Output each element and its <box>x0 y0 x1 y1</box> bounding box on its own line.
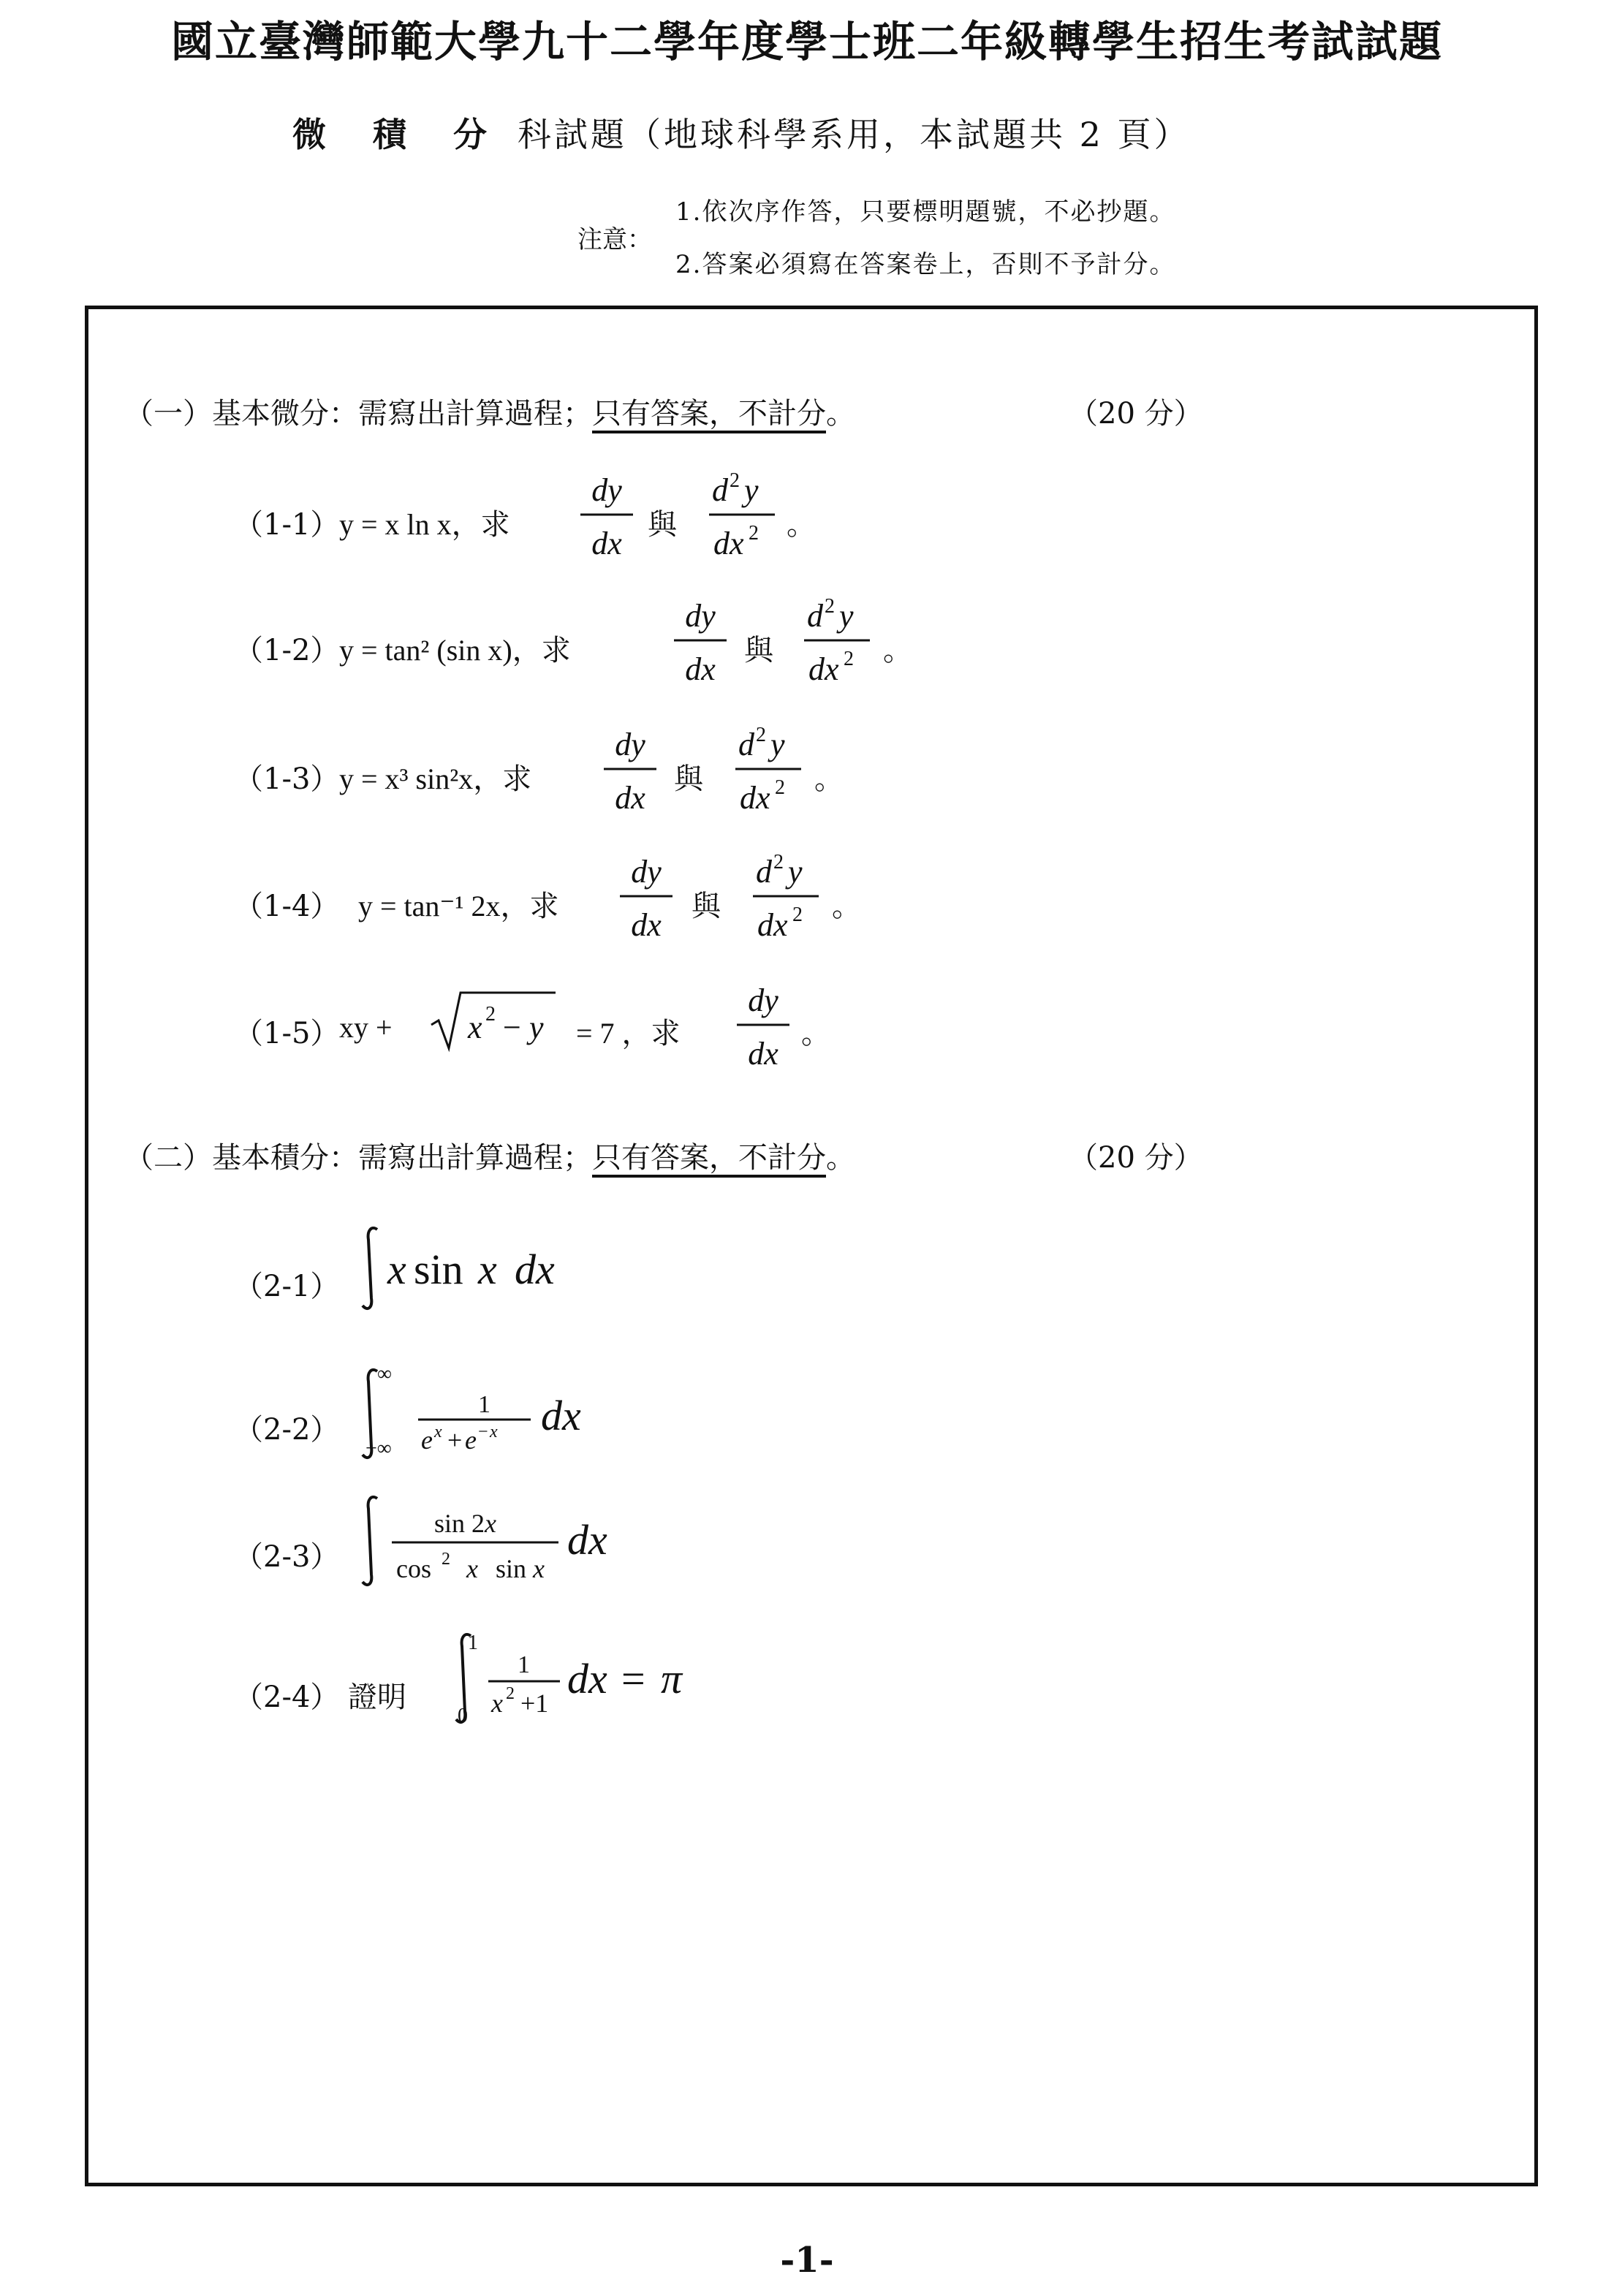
frac-d2y-dx2 <box>702 468 789 570</box>
problem-1-5-label: （1-5） <box>234 1017 340 1050</box>
svg-text:1: 1 <box>478 1391 490 1418</box>
frac-dy-dx <box>727 978 800 1080</box>
problem-1-2-expr: y = tan² (sin x)，求 <box>339 634 571 667</box>
svg-text:2: 2 <box>844 648 854 670</box>
svg-text:x: x <box>466 1554 478 1583</box>
svg-text:x: x <box>387 1246 406 1293</box>
problem-1-1-and: 與 <box>648 508 677 542</box>
problem-1-2-and: 與 <box>744 634 773 667</box>
problem-1-3-label: （1-3） <box>234 762 340 796</box>
svg-text:dx: dx <box>740 780 770 816</box>
subtitle-rest: 科試題（地球科學系用，本試題共 2 頁） <box>518 115 1191 154</box>
problem-1-3-expr: y = x³ sin²x，求 <box>339 762 532 795</box>
svg-text:dx: dx <box>541 1392 581 1439</box>
svg-text:2: 2 <box>773 851 784 874</box>
section1-points: （20 分） <box>1069 397 1203 431</box>
svg-text:2: 2 <box>730 469 740 492</box>
svg-text:+: + <box>447 1425 463 1455</box>
svg-text:∞: ∞ <box>377 1363 392 1385</box>
svg-text:dx: dx <box>808 651 839 687</box>
svg-text:dy: dy <box>685 598 716 634</box>
integral-1-over-x2-plus-1-equals-pi <box>449 1626 719 1735</box>
notice-line-2: 2.答案必須寫在答案卷上，否則不予計分。 <box>675 250 1176 279</box>
svg-text:e: e <box>465 1425 477 1455</box>
svg-text:y: y <box>770 727 785 762</box>
problem-2-4-label: （2-4） <box>234 1681 340 1714</box>
svg-text:y: y <box>529 1009 544 1045</box>
problem-1-4-expr: y = tan⁻¹ 2x，求 <box>358 890 559 922</box>
svg-text:dy: dy <box>591 472 622 508</box>
svg-text:1: 1 <box>468 1632 478 1654</box>
frac-d2y-dx2 <box>746 849 833 952</box>
page-number: -1- <box>780 2240 834 2281</box>
exam-subtitle <box>292 108 1191 156</box>
svg-text:d: d <box>756 854 772 890</box>
section2-heading: （二）基本積分：需寫出計算過程；只有答案，不計分。 <box>124 1141 855 1175</box>
svg-text:0: 0 <box>458 1705 468 1727</box>
problem-1-4-and: 與 <box>692 890 721 923</box>
problem-1-5-end: 。 <box>801 1017 830 1050</box>
sqrt-x2-minus-y <box>427 987 558 1060</box>
section1-heading: （一）基本微分：需寫出計算過程；只有答案，不計分。 <box>124 397 855 431</box>
svg-text:x: x <box>468 1009 482 1045</box>
svg-text:dy: dy <box>748 982 778 1018</box>
svg-text:2: 2 <box>756 724 766 746</box>
svg-text:dx: dx <box>757 907 788 943</box>
svg-text:+1: +1 <box>520 1689 549 1718</box>
integral-1-over-ex-plus-emx <box>355 1361 611 1471</box>
svg-text:2: 2 <box>792 903 803 926</box>
svg-text:d: d <box>738 727 754 762</box>
svg-text:π: π <box>661 1655 683 1702</box>
exam-title: 國立臺灣師範大學九十二學年度學士班二年級轉學生招生考試試題 <box>170 17 1443 67</box>
svg-text:−: − <box>503 1009 521 1045</box>
svg-text:y: y <box>744 472 759 508</box>
svg-text:dx: dx <box>713 526 744 561</box>
subject-name: 微 積 分 <box>292 115 505 154</box>
svg-text:−∞: −∞ <box>365 1437 392 1460</box>
svg-text:x: x <box>434 1422 442 1441</box>
problem-1-1-expr: y = x ln x，求 <box>339 508 510 541</box>
problem-1-3-and: 與 <box>674 762 703 796</box>
svg-text:dx: dx <box>591 526 622 561</box>
svg-text:sin 2x: sin 2x <box>434 1509 496 1538</box>
problem-2-1-label: （2-1） <box>234 1270 340 1303</box>
svg-text:2: 2 <box>775 776 785 799</box>
notice-label: 注意： <box>577 225 652 254</box>
svg-text:y: y <box>839 598 854 634</box>
svg-text:d: d <box>712 472 728 508</box>
svg-text:sin x: sin x <box>496 1554 545 1583</box>
svg-text:dx: dx <box>748 1036 778 1072</box>
problem-1-5-expr: xy + <box>339 1011 393 1044</box>
svg-text:x: x <box>491 1689 503 1718</box>
integral-sin2x-over-cos2x-sinx <box>355 1488 633 1598</box>
problem-1-2-end: 。 <box>883 634 912 667</box>
frac-dy-dx <box>570 468 643 570</box>
exam-frame <box>85 306 1538 2186</box>
svg-text:x: x <box>490 1422 498 1441</box>
svg-text:dx: dx <box>685 651 716 687</box>
svg-text:1: 1 <box>518 1651 530 1678</box>
integral-x-sin-x <box>355 1218 589 1320</box>
frac-dy-dx <box>610 849 683 952</box>
svg-text:2: 2 <box>485 1003 496 1026</box>
svg-text:dx: dx <box>515 1246 555 1293</box>
svg-text:=: = <box>621 1655 645 1702</box>
svg-text:dx: dx <box>631 907 662 943</box>
svg-text:2: 2 <box>749 522 759 545</box>
problem-1-3-end: 。 <box>814 762 844 796</box>
problem-2-4-prefix: 證明 <box>348 1681 406 1714</box>
svg-text:2: 2 <box>442 1550 450 1569</box>
problem-2-3-label: （2-3） <box>234 1540 340 1574</box>
svg-text:cos: cos <box>396 1554 431 1583</box>
svg-text:dy: dy <box>631 854 662 890</box>
svg-text:2: 2 <box>825 595 835 618</box>
svg-text:d: d <box>807 598 823 634</box>
svg-text:dx: dx <box>567 1516 607 1564</box>
section2-points: （20 分） <box>1069 1141 1203 1175</box>
frac-dy-dx <box>664 594 737 696</box>
problem-1-4-end: 。 <box>832 890 861 923</box>
problem-1-5-expr-after: = 7 ，求 <box>576 1017 681 1050</box>
svg-text:dy: dy <box>615 727 645 762</box>
svg-text:e: e <box>421 1425 433 1455</box>
svg-text:y: y <box>788 854 803 890</box>
problem-2-2-label: （2-2） <box>234 1413 340 1447</box>
frac-d2y-dx2 <box>797 594 884 696</box>
frac-d2y-dx2 <box>728 722 816 825</box>
svg-text:sin: sin <box>414 1246 463 1293</box>
frac-dy-dx <box>594 722 667 825</box>
problem-1-1-end: 。 <box>787 508 816 542</box>
notice-line-1: 1.依次序作答，只要標明題號，不必抄題。 <box>675 197 1176 227</box>
svg-text:−: − <box>478 1422 488 1441</box>
problem-1-2-label: （1-2） <box>234 634 340 667</box>
problem-1-1-label: （1-1） <box>234 508 340 542</box>
svg-text:x: x <box>478 1246 497 1293</box>
problem-1-4-label: （1-4） <box>234 890 340 923</box>
svg-text:2: 2 <box>506 1684 515 1703</box>
svg-text:dx: dx <box>615 780 645 816</box>
svg-text:dx: dx <box>567 1655 607 1702</box>
